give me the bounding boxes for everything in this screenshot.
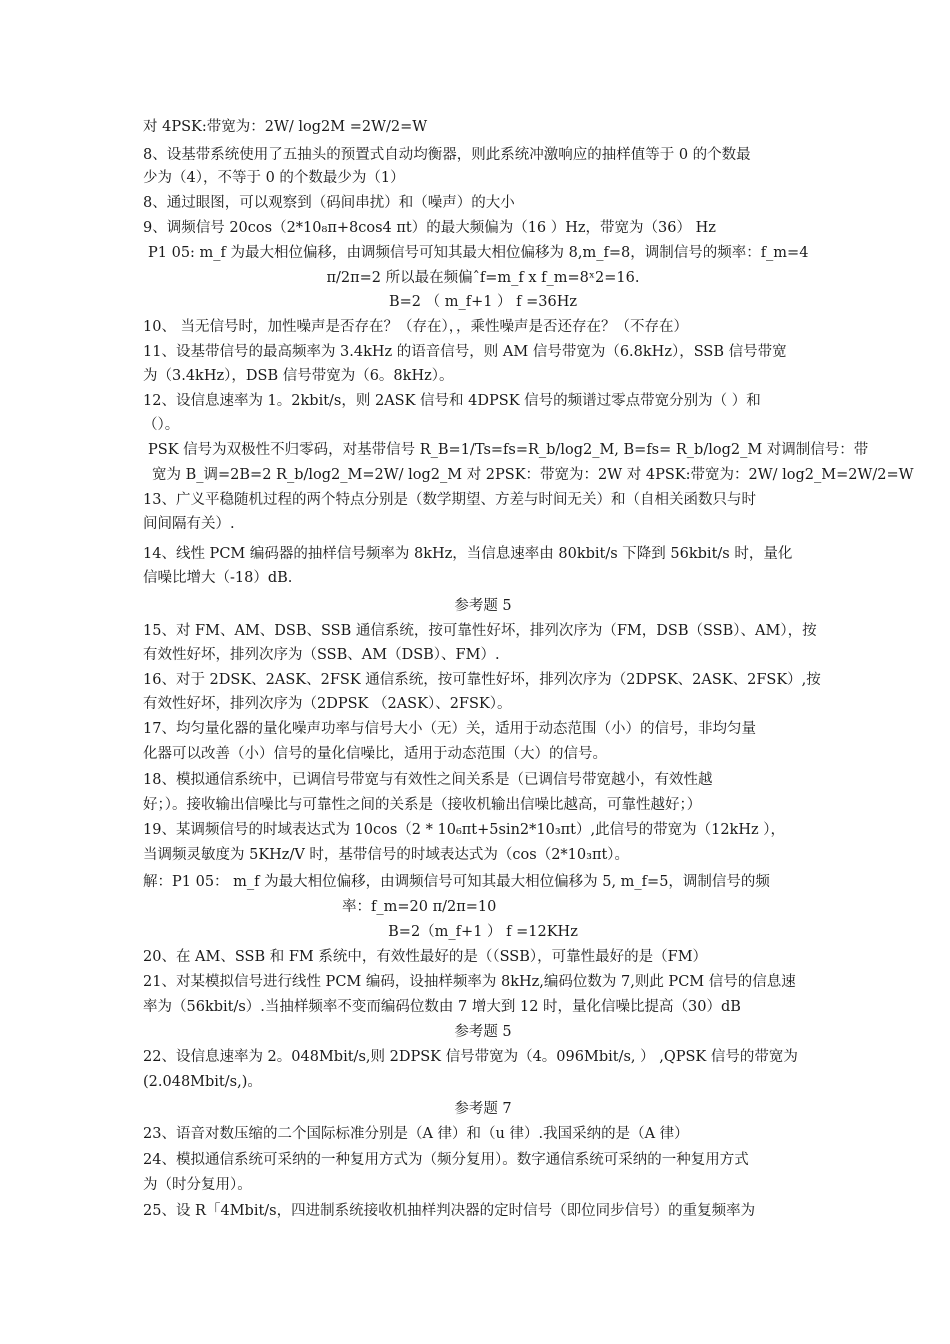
text-line: PSK 信号为双极性不归零码，对基带信号 R_B=1/Ts=fs=R_b/log2_M, B=fs= R_b/log2_M 对调制信号：带	[148, 442, 869, 458]
text-line: 20、在 AM、SSB 和 FM 系统中，有效性最好的是（（SSB），可靠性最好的是（FM）	[143, 949, 708, 965]
text-line: 有效性好坏，排列次序为（SSB、AM（DSB）、FM）.	[143, 647, 500, 663]
text-line: 19、某调频信号的时域表达式为 10cos（2 * 10₆πt+5sin2*10₃πt）,此信号的带宽为（12kHz ），	[143, 822, 785, 838]
text-line: 9、调频信号 20cos（2*10₈π+8cos4 πt）的最大频偏为（16 ）Hz，带宽为（36） Hz	[143, 220, 716, 236]
text-line: 22、设信息速率为 2。048Mbit/s,则 2DPSK 信号带宽为（4。096Mbit/s, ） ,QPSK 信号的带宽为	[143, 1049, 798, 1065]
text-line: 间间隔有关）.	[143, 516, 235, 532]
text-line: 10、 当无信号时，加性噪声是否存在？（存在），，乘性噪声是否还存在？（不存在）	[143, 319, 689, 335]
text-line: 对 4PSK:带宽为：2W/ log2M =2W/2=W	[143, 119, 428, 135]
text-line: 少为（4），不等于 0 的个数最少为（1）	[143, 170, 405, 186]
text-line: 15、对 FM、AM、DSB、SSB 通信系统，按可靠性好坏，排列次序为（FM，DSB（SSB）、AM），按	[143, 623, 817, 639]
section-heading: 参考题 5	[454, 1024, 512, 1040]
text-line: 21、对某模拟信号进行线性 PCM 编码，设抽样频率为 8kHz,编码位数为 7,则此 PCM 信号的信息速	[143, 974, 796, 990]
text-line: 16、对于 2DSK、2ASK、2FSK 通信系统，按可靠性好坏，排列次序为（2DPSK、2ASK、2FSK）,按	[143, 672, 821, 688]
text-line: 13、广义平稳随机过程的两个特点分别是（数学期望、方差与时间无关）和（自相关函数只与时	[143, 492, 756, 508]
text-line: 17、均匀量化器的量化噪声功率与信号大小（无）关，适用于动态范围（小）的信号，非均匀量	[143, 721, 756, 737]
text-line: 解：P1 05： m_f 为最大相位偏移，由调频信号可知其最大相位偏移为 5, m_f=5，调制信号的频	[143, 874, 770, 890]
section-heading: 参考题 7	[454, 1101, 512, 1117]
text-line: （）。	[143, 417, 180, 433]
text-line: (2.048Mbit/s,)。	[143, 1074, 262, 1090]
text-line: 25、设 R「4Mbit/s，四进制系统接收机抽样判决器的定时信号（即位同步信号）的重复频率为	[143, 1203, 756, 1219]
text-line: 率：f_m=20 π/2π=10	[342, 899, 497, 915]
text-line: 23、语音对数压缩的二个国际标准分别是（A 律）和（u 律）.我国采纳的是（A 律）	[143, 1126, 689, 1142]
text-line: 12、设信息速率为 1。2kbit/s，则 2ASK 信号和 4DPSK 信号的频谱过零点带宽分别为（ ）和	[143, 393, 761, 409]
text-line: 11、设基带信号的最高频率为 3.4kHz 的语音信号，则 AM 信号带宽为（6.8kHz），SSB 信号带宽	[143, 344, 787, 360]
section-heading: 参考题 5	[454, 598, 512, 614]
text-line: P1 05: m_f 为最大相位偏移，由调频信号可知其最大相位偏移为 8,m_f=8，调制信号的频率：f_m=4	[148, 245, 809, 261]
text-line: 为（3.4kHz），DSB 信号带宽为（6。8kHz）。	[143, 368, 454, 384]
text-line: 信噪比增大（-18）dB.	[143, 570, 293, 586]
text-line: 率为（56kbit/s）.当抽样频率不变而编码位数由 7 增大到 12 时，量化信噪比提高（30）dB	[143, 999, 741, 1015]
text-line: B=2 （ m_f+1 ） f =36Hz	[388, 294, 578, 310]
text-line: 14、线性 PCM 编码器的抽样信号频率为 8kHz，当信息速率由 80kbit/s 下降到 56kbit/s 时，量化	[143, 546, 793, 562]
text-line: 当调频灵敏度为 5KHz/V 时，基带信号的时域表达式为（cos（2*10₃πt）。	[143, 847, 630, 863]
text-line: B=2（m_f+1 ） f =12KHz	[388, 924, 578, 940]
text-line: 18、模拟通信系统中，已调信号带宽与有效性之间关系是（已调信号带宽越小，有效性越	[143, 772, 713, 788]
text-line: π/2π=2 所以最在频偏ˆf=m_f x f_m=8ˣ2=16.	[326, 270, 640, 286]
text-line: 8、设基带系统使用了五抽头的预置式自动均衡器，则此系统冲激响应的抽样值等于 0 的个数最	[143, 147, 751, 163]
text-line: 有效性好坏，排列次序为（2DPSK （2ASK）、2FSK）。	[143, 696, 512, 712]
text-line: 为（时分复用）。	[143, 1177, 252, 1193]
text-line: 24、模拟通信系统可采纳的一种复用方式为（频分复用）。数字通信系统可采纳的一种复用方式	[143, 1152, 749, 1168]
text-line: 好；）。接收输出信噪比与可靠性之间的关系是（接收机输出信噪比越高，可靠性越好；）	[143, 797, 702, 813]
text-line: 8、通过眼图，可以观察到（码间串扰）和（噪声）的大小	[143, 195, 515, 211]
text-line: 宽为 B_调=2B=2 R_b/log2_M=2W/ log2_M 对 2PSK：带宽为：2W 对 4PSK:带宽为：2W/ log2_M=2W/2=W	[152, 467, 914, 483]
text-line: 化器可以改善（小）信号的量化信噪比，适用于动态范围（大）的信号。	[143, 746, 607, 762]
